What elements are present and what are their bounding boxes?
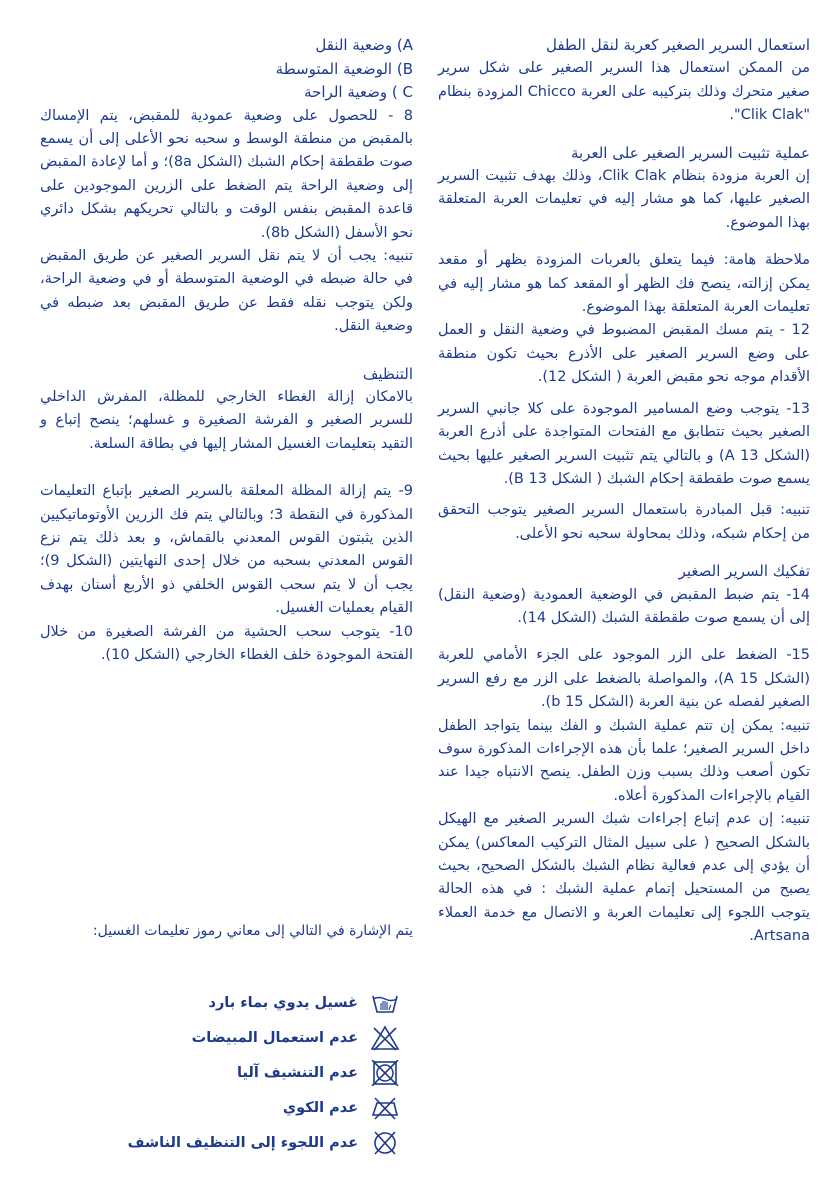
care-label: عدم الكوي <box>282 1099 358 1116</box>
care-row-no-bleach <box>170 1020 400 1055</box>
care-label: عدم استعمال المبيضات <box>191 1029 358 1046</box>
care-label: غسيل يدوي بماء بارد <box>208 994 358 1011</box>
care-row-no-tumble-dry <box>170 1055 400 1090</box>
stroller-use-heading: استعمال السرير الصغير كعربة لنقل الطفل <box>545 36 810 54</box>
warning-improper-attachment: تنبيه: إن عدم إتباع إجراءات شبك السرير الصغير مع الهيكل بالشكل الصحيح ( على سبيل المثال التركيب المعاكس) يمكن أن يؤدي إلى عدم فعالية نظام الشبك بالشكل الصحيح، بحيث يصبح من المستحيل إتمام عملية الشبك : في هذه الحالة يتوجب اللجوء إلى تعليمات العربة و الاتصال مع خدمة العملاء Artsana. <box>438 811 810 945</box>
care-symbols-list <box>127 985 400 1160</box>
step-10: 10- يتوجب سحب الحشية من الفرشة الصغيرة من خلال الفتحة الموجودة خلف الغطاء الخارجي (الشكل 10). <box>40 623 413 664</box>
step-12: 12 - يتم مسك المقبض المضبوط في وضعية النقل و العمل على وضع السرير الصغير على الأذرع بحيث تكون منطقة الأقدام موجه نحو مقبض العربة ( الشكل 12). <box>438 322 810 386</box>
step-8: 8 - للحصول على وضعية عمودية للمقبض، يتم الإمساك بالمقبض من منطقة الوسط و سحبه نحو الأعلى إلى أن يسمع صوت طقطقة إحكام الشبك (الشكل 8a)؛ و أما لإعادة المقبض إلى وضعية الراحة يتم الضغط على الزرين الموجودين على قاعدة المقبض بنفس الوقت و بالتالي تحريكهم بشكل دائري نحو الأسفل (الشكل 8b). <box>40 107 413 241</box>
step-13: 13- يتوجب وضع المسامير الموجودة على كلا جانبي السرير الصغير بحيث تتطابق مع الفتحات المتواجدة على أذرع العربة (الشكل 13 A) و بالتالي يتم تثبيت السرير الصغير عليها بحيث يسمع صوت طقطقة إحكام الشبك ( الشكل 13 B). <box>438 400 811 487</box>
no-tumble-dry-icon <box>370 1060 400 1086</box>
no-bleach-icon <box>370 1025 400 1051</box>
no-dry-clean-icon <box>370 1130 400 1156</box>
care-row-no-dry-clean <box>127 1125 400 1160</box>
warning-handle: تنبيه: يجب أن لا يتم نقل السرير الصغير عن طريق المقبض في حالة ضبطه في الوضعية المتوسطة أو في وضعية الراحة، ولكن يتوجب نقله فقط عن طريق المقبض بعد ضبطه في وضعية النقل. <box>40 247 413 335</box>
step-14: 14- يتم ضبط المقبض في الوضعية العمودية (وضعية النقل) إلى أن يسمع صوت طقطقة الشبك (الشكل 14). <box>438 586 810 626</box>
right-column <box>438 34 810 949</box>
important-note: ملاحظة هامة: فيما يتعلق بالعربات المزودة بظهر أو مقعد يمكن إزالته، ينصح فك الظهر أو المقعد كما هو مشار إليه في تعليمات العربة المتعلقة بهذا الموضوع. <box>438 252 810 316</box>
cleaning-text: بالامكان إزالة الغطاء الخارجي للمظلة، المفرش الداخلي للسرير الصغير و الفرشة الصغيرة و غسلهم؛ ينصح إتباع و التقيد بتعليمات الغسيل المشار إليها في بطاقة السلعة. <box>40 388 413 452</box>
cleaning-heading: التنظيف <box>362 364 413 383</box>
care-intro: يتم الإشارة في التالي إلى معاني رموز تعليمات الغسيل: <box>92 923 413 939</box>
care-label: عدم اللجوء إلى التنظيف الناشف <box>127 1134 358 1151</box>
position-c: C ) وضعية الراحة <box>304 83 413 101</box>
left-column <box>40 34 413 667</box>
position-b: B) الوضعية المتوسطة <box>275 59 413 78</box>
step-15: 15- الضغط على الزر الموجود على الجزء الأمامي للعربة (الشكل 15 A)، والمواصلة بالضغط على الزر مع رفع السرير الصغير لفصله عن بنية العربة (الشكل 15 b). <box>438 647 810 711</box>
stroller-use-text: من الممكن استعمال هذا السرير الصغير على شكل سرير صغير متحرك وذلك بتركيبه على العربة Chicco المزودة بنظام "Clik Clak". <box>438 60 810 124</box>
warning-lock-check: تنبيه: قبل المبادرة باستعمال السرير الصغير يتوجب التحقق من إحكام شبكه، وذلك بمحاولة سحبه نحو الأعلى. <box>438 502 810 542</box>
detach-heading: تفكيك السرير الصغير <box>678 562 810 581</box>
care-label: عدم التنشيف آليا <box>237 1064 358 1081</box>
step-9: 9- يتم إزالة المظلة المعلقة بالسرير الصغير بإتباع التعليمات المذكورة في النقطة 3؛ وبالتالي يتم فك الزرين الأوتوماتيكيين الذين يثبتون القوس المعدني بالقماش، و بعد ذلك يتم نزع القوس المعدني بسحبه من خلال إحدى النهايتين (الشكل 9)؛يجب أن لا يتم سحب القوس الخلفي ذو الأربع أسنان بهدف القيام بعمليات الغسيل. <box>40 483 413 617</box>
attach-text: إن العربة مزودة بنظام Clik Clak، وذلك بهدف تثبيت السرير الصغير عليها، كما هو مشار إليه في تعليمات العربة المتعلقة بهذا الموضوع. <box>438 168 811 231</box>
no-iron-icon <box>370 1095 400 1121</box>
care-row-hand-wash <box>170 985 400 1020</box>
warning-child-inside: تنبيه: يمكن إن تتم عملية الشبك و الفك بينما يتواجد الطفل داخل السرير الصغير؛ علما بأن هذه الإجراءات المذكورة سوف تكون أصعب وذلك بسبب وزن الطفل. ينصح الانتباه جيدا عند القيام بالإجراءات المذكورة أعلاه. <box>438 717 810 804</box>
position-a: A) وضعية النقل <box>315 36 413 54</box>
care-row-no-iron <box>170 1090 400 1125</box>
attach-heading: عملية تثبيت السرير الصغير على العربة <box>571 143 810 162</box>
hand-wash-icon <box>370 990 400 1016</box>
handle-positions <box>40 34 413 105</box>
